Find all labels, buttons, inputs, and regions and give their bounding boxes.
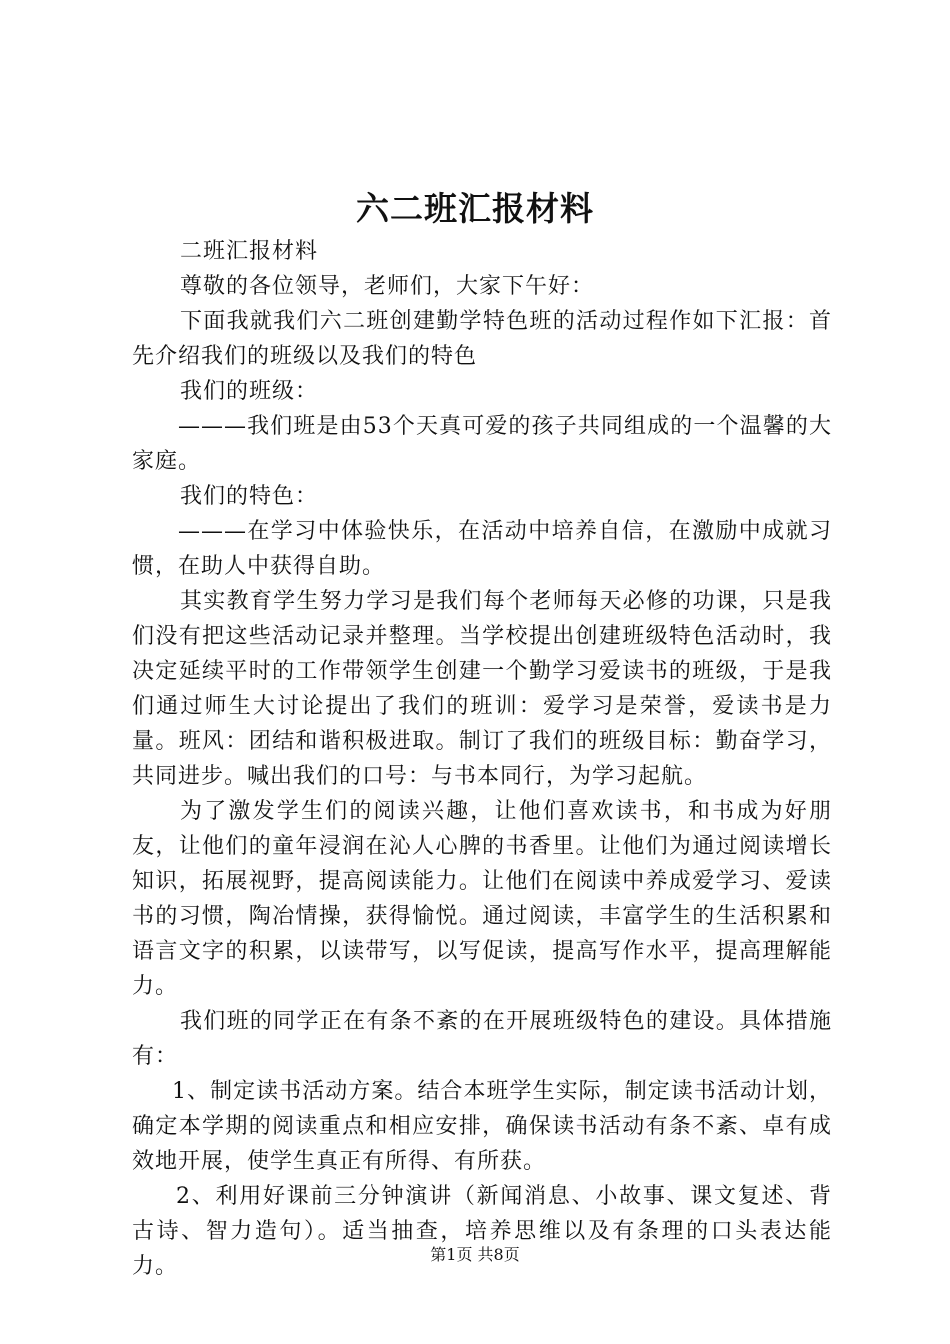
paragraph-measures-intro: 我们班的同学正在有条不紊的在开展班级特色的建设。具体措施有： — [132, 1009, 832, 1069]
document-body — [132, 234, 832, 1284]
paragraph-background: 其实教育学生努力学习是我们每个老师每天必修的功课，只是我们没有把这些活动记录并整理。当学校提出创建班级特色活动时，我决定延续平时的工作带领学生创建一个勤学习爱读书的班级，于是我们通过师生大讨论提出了我们的班训：爱学习是荣誉，爱读书是力量。班风：团结和谐积极进取。制订了我们的班级目标：勤奋学习，共同进步。喊出我们的口号：与书本同行，为学习起航。 — [132, 589, 832, 789]
paragraph-intro: 下面我就我们六二班创建勤学特色班的活动过程作如下汇报：首先介绍我们的班级以及我们的特色 — [132, 309, 832, 369]
paragraph-our-class-heading: 我们的班级： — [180, 379, 319, 404]
paragraph-greeting: 尊敬的各位领导，老师们，大家下午好： — [180, 274, 595, 299]
paragraph-reading-goals: 为了激发学生们的阅读兴趣，让他们喜欢读书，和书成为好朋友，让他们的童年浸润在沁人心脾的书香里。让他们为通过阅读增长知识，拓展视野，提高阅读能力。让他们在阅读中养成爱学习、爱读书的习惯，陶冶情操，获得愉悦。通过阅读，丰富学生的生活积累和语言文字的积累，以读带写，以写促读，提高写作水平，提高理解能力。 — [132, 799, 832, 999]
paragraph-measure-2: 2、利用好课前三分钟演讲（新闻消息、小故事、课文复述、背古诗、智力造句）。适当抽查，培养思维以及有条理的口头表达能力。 — [132, 1184, 832, 1279]
paragraph-our-class: ———我们班是由53个天真可爱的孩子共同组成的一个温馨的大家庭。 — [132, 414, 832, 474]
document-title: 六二班汇报材料 — [356, 189, 594, 228]
paragraph-our-feature: ———在学习中体验快乐，在活动中培养自信，在激励中成就习惯，在助人中获得自助。 — [132, 519, 832, 579]
paragraph-measure-1: 1、制定读书活动方案。结合本班学生实际，制定读书活动计划，确定本学期的阅读重点和相应安排，确保读书活动有条不紊、卓有成效地开展，使学生真正有所得、有所获。 — [132, 1079, 832, 1174]
paragraph-subtitle: 二班汇报材料 — [180, 239, 319, 264]
paragraph-our-feature-heading: 我们的特色： — [180, 484, 319, 509]
page-footer: 第1页 共8页 — [430, 1245, 520, 1264]
